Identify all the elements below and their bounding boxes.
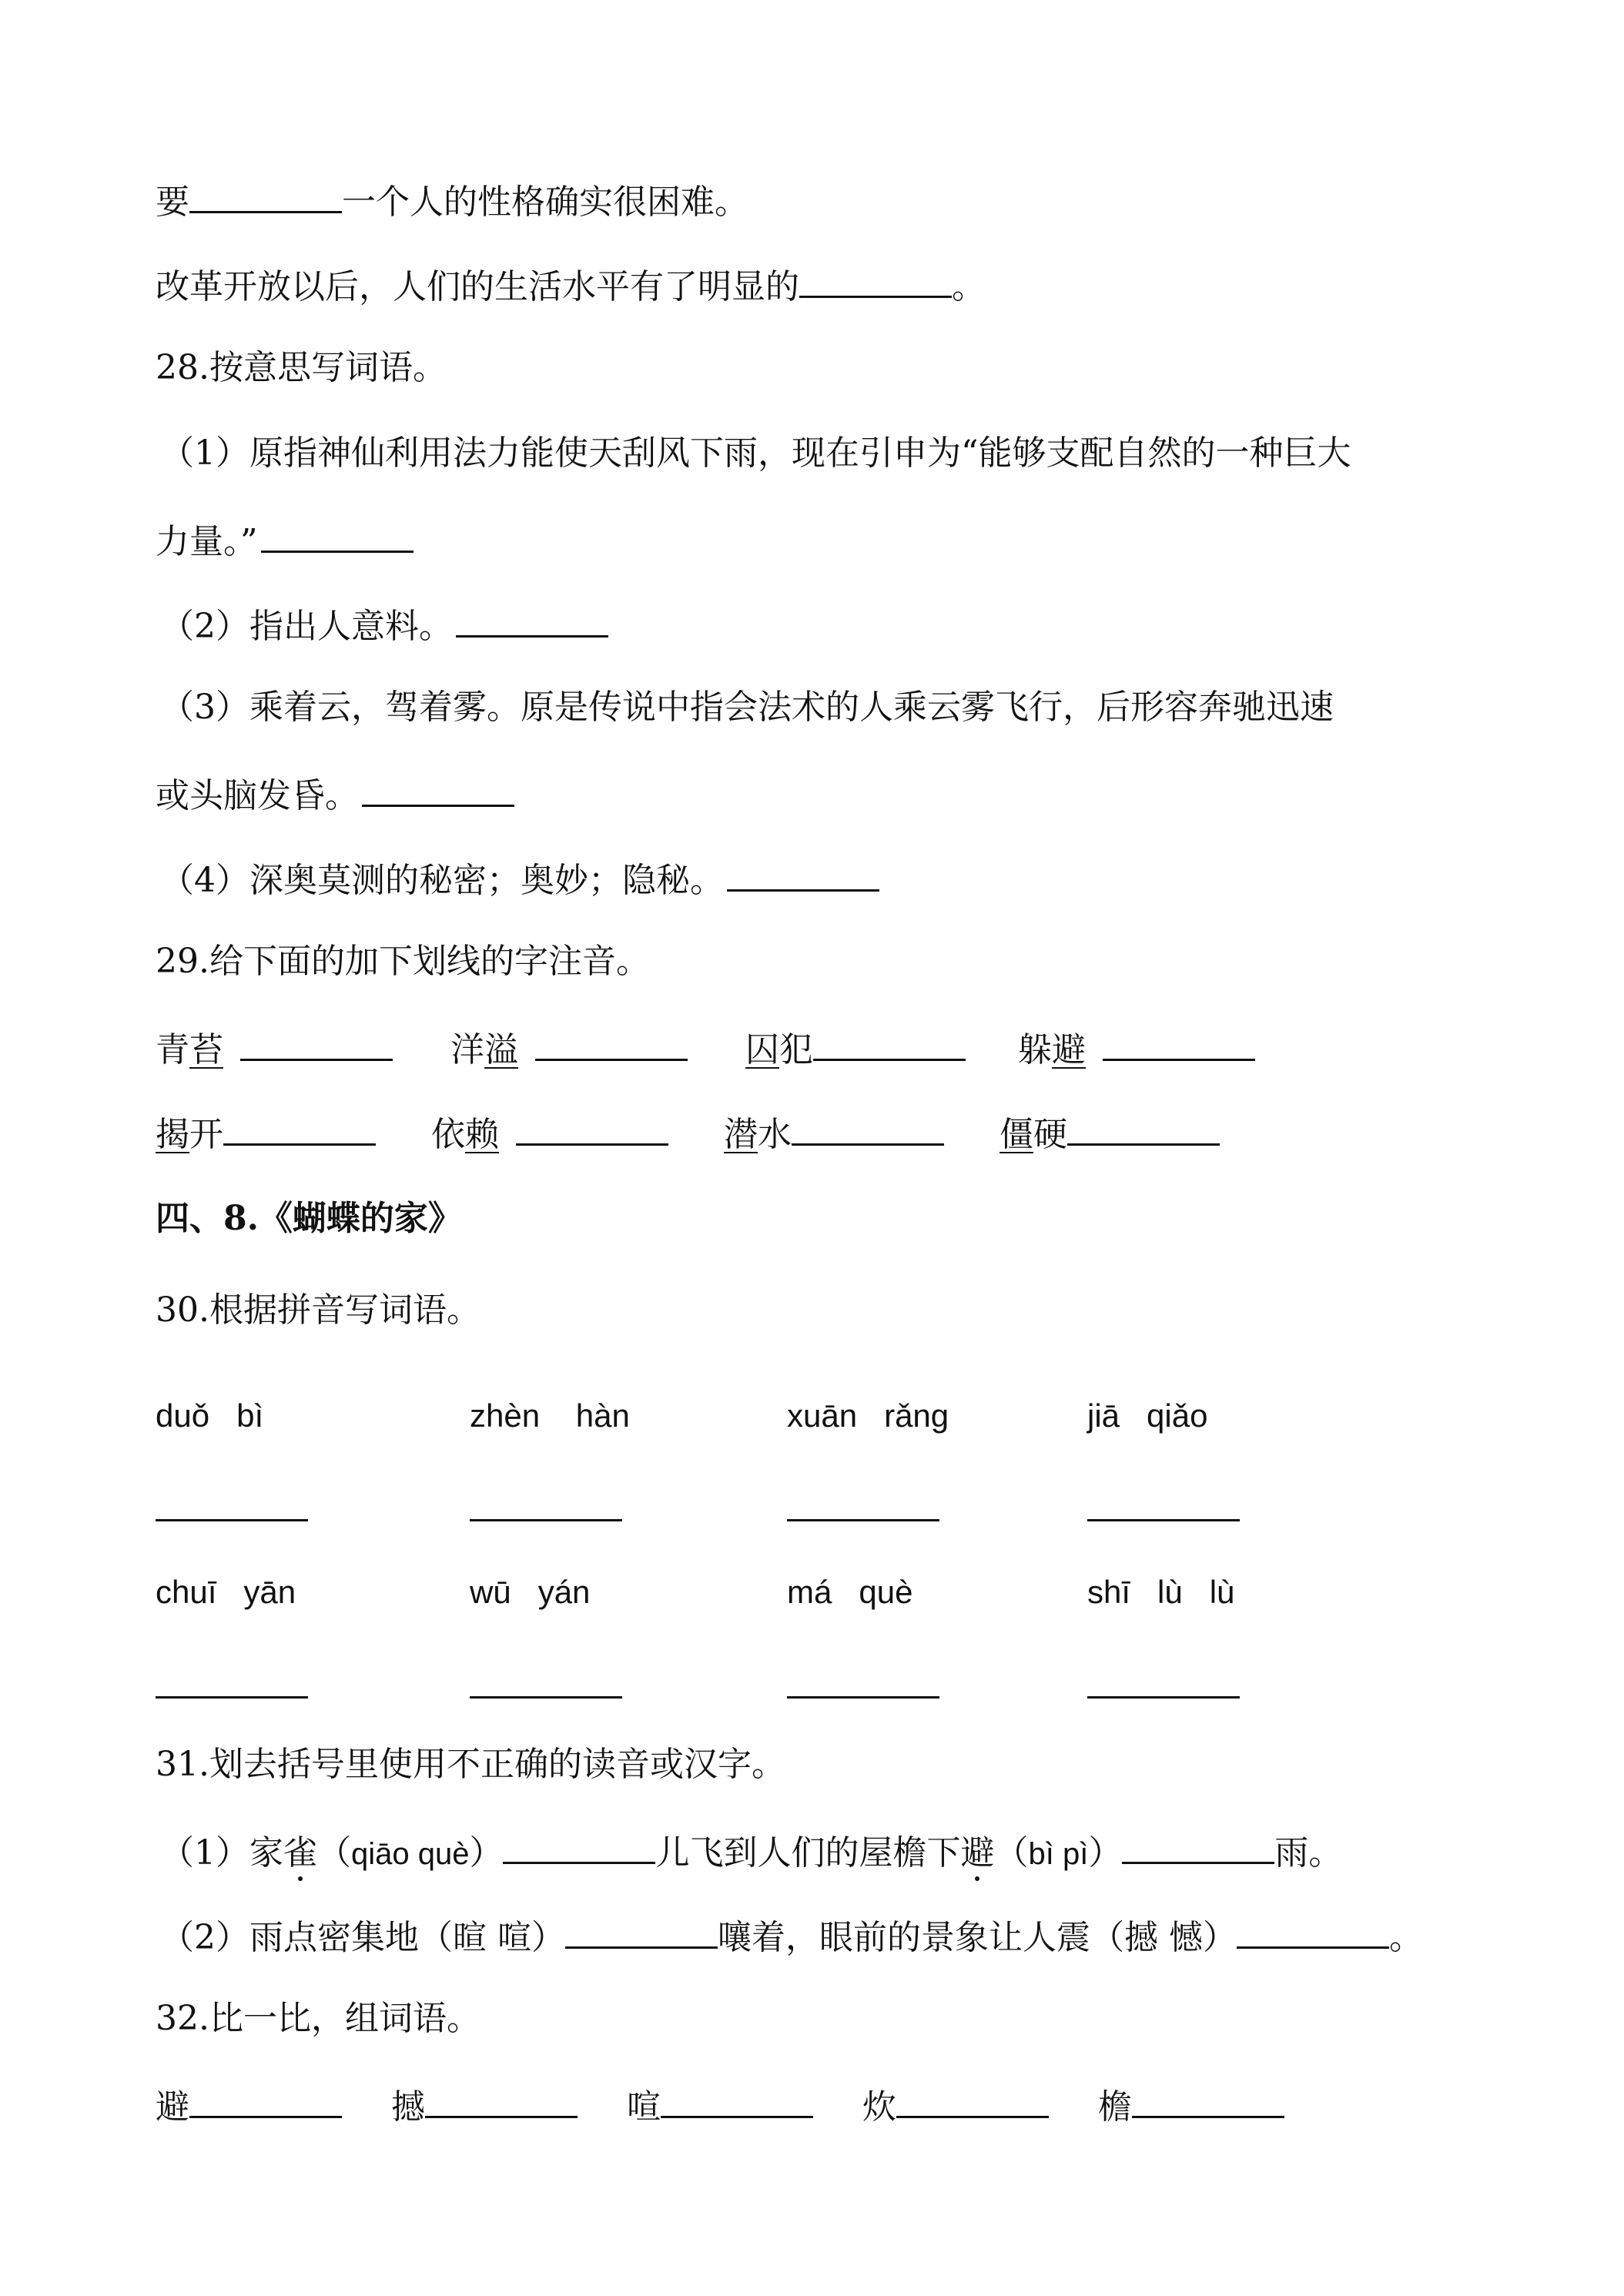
- compare-word-1: 避: [156, 2080, 342, 2130]
- q29-word-7: 潜水: [724, 1108, 944, 1158]
- pinyin-prompt: jiā qiǎo: [1087, 1397, 1208, 1434]
- answer-blank[interactable]: [813, 1023, 966, 1061]
- q29-word-1: 青苔: [156, 1023, 396, 1073]
- q29-word-5: 揭开: [156, 1108, 376, 1158]
- q29-word-3: 囚犯: [745, 1023, 966, 1073]
- answer-blank[interactable]: [1087, 1696, 1240, 1699]
- underlined-char: 赖: [465, 1115, 499, 1154]
- sentence-2-end: 。: [952, 267, 986, 306]
- question-28-item-1-line-2: [156, 515, 417, 565]
- answer-blank[interactable]: [362, 769, 514, 807]
- sentence-1-end: 一个人的性格确实很困难。: [342, 182, 748, 222]
- answer-blank[interactable]: [787, 1519, 939, 1521]
- question-31-item-1: （1）家雀（qiāo què） 儿飞到人们的屋檐下避（bì pì） 雨。: [160, 1826, 1342, 1877]
- answer-blank[interactable]: [456, 600, 608, 638]
- underlined-char: 苔: [189, 1030, 223, 1069]
- underlined-char: 囚: [745, 1030, 779, 1069]
- answer-blank[interactable]: [470, 1696, 622, 1699]
- sentence-line-1: [156, 176, 748, 226]
- pinyin-prompt: xuān rǎng: [787, 1397, 949, 1434]
- answer-blank[interactable]: [425, 2080, 578, 2118]
- underlined-char: 揭: [156, 1115, 189, 1154]
- pinyin-prompt: shī lù lù: [1087, 1574, 1235, 1610]
- answer-blank[interactable]: [156, 1519, 308, 1521]
- question-29-title: 29.给下面的加下划线的字注音。: [156, 942, 650, 981]
- answer-blank[interactable]: [1237, 1911, 1389, 1949]
- question-31-item-2: （2）雨点密集地（暄 喧） 嚷着，眼前的景象让人震（撼 憾） 。: [160, 1911, 1423, 1961]
- answer-blank[interactable]: [1067, 1108, 1220, 1146]
- underlined-char: 潜: [724, 1115, 758, 1154]
- question-28-item-2: [160, 600, 611, 650]
- answer-blank[interactable]: [799, 260, 952, 298]
- answer-blank[interactable]: [787, 1696, 939, 1699]
- answer-blank[interactable]: [535, 1023, 688, 1061]
- question-28-item-3-end: 或头脑发昏。: [156, 776, 359, 815]
- underlined-char: 僵: [1000, 1115, 1033, 1154]
- pinyin-prompt: wū yán: [470, 1574, 591, 1610]
- underlined-char: 溢: [484, 1030, 518, 1069]
- compare-word-2: 撼: [391, 2080, 578, 2130]
- pinyin-prompt: duǒ bì: [156, 1397, 264, 1434]
- answer-blank[interactable]: [1087, 1519, 1240, 1521]
- question-28-item-4-text: （4）深奥莫测的秘密；奥妙；隐秘。: [160, 861, 724, 900]
- q29-word-8: 僵硬: [1000, 1108, 1220, 1158]
- answer-blank[interactable]: [240, 1023, 393, 1061]
- dotted-char: 避: [960, 1830, 994, 1876]
- answer-blank[interactable]: [792, 1108, 944, 1146]
- question-28-item-2-text: （2）指出人意料。: [160, 607, 453, 646]
- answer-blank[interactable]: [189, 2080, 342, 2118]
- pinyin-prompt: zhèn hàn: [470, 1397, 630, 1434]
- compare-word-3: 喧: [627, 2080, 813, 2130]
- question-32-title: 32.比一比，组词语。: [156, 1999, 481, 2038]
- question-28-item-3-line-1: （3）乘着云，驾着雾。原是传说中指会法术的人乘云雾飞行，后形容奔驰迅速: [160, 688, 1334, 727]
- compare-word-4: 炊: [862, 2080, 1049, 2130]
- dotted-char: 雀: [283, 1830, 317, 1876]
- answer-blank[interactable]: [1132, 2080, 1284, 2118]
- answer-blank[interactable]: [565, 1911, 718, 1949]
- pinyin-prompt: má què: [787, 1574, 913, 1610]
- question-28-item-1-line-1: （1）原指神仙利用法力能使天刮风下雨，现在引申为“能够支配自然的一种巨大: [160, 433, 1351, 473]
- section-heading: 四、8.《蝴蝶的家》: [156, 1199, 462, 1238]
- sentence-1-start: 要: [156, 182, 189, 222]
- question-30-title: 30.根据拼音写词语。: [156, 1290, 481, 1330]
- q29-word-6: 依赖: [431, 1108, 671, 1158]
- question-28-item-3-line-2: [156, 769, 517, 819]
- answer-blank[interactable]: [261, 515, 414, 553]
- answer-blank[interactable]: [1122, 1826, 1274, 1864]
- q29-word-4: 躲避: [1018, 1023, 1258, 1073]
- sentence-2-start: 改革开放以后，人们的生活水平有了明显的: [156, 267, 799, 306]
- answer-blank[interactable]: [223, 1108, 376, 1146]
- pinyin-prompt: chuī yān: [156, 1574, 296, 1610]
- q29-word-2: 洋溢: [450, 1023, 691, 1073]
- underlined-char: 避: [1052, 1030, 1086, 1069]
- answer-blank[interactable]: [470, 1519, 622, 1521]
- question-31-title: 31.划去括号里使用不正确的读音或汉字。: [156, 1745, 785, 1784]
- answer-blank[interactable]: [727, 854, 879, 892]
- pinyin-choice: bì pì: [1028, 1837, 1089, 1871]
- answer-blank[interactable]: [516, 1108, 668, 1146]
- question-28-item-1-end: 力量。”: [156, 522, 258, 561]
- compare-word-5: 檐: [1098, 2080, 1284, 2130]
- sentence-line-2: [156, 260, 986, 310]
- answer-blank[interactable]: [156, 1696, 308, 1699]
- answer-blank[interactable]: [1103, 1023, 1255, 1061]
- pinyin-choice: qiāo què: [351, 1837, 470, 1871]
- answer-blank[interactable]: [503, 1826, 655, 1864]
- question-28-item-4: [160, 854, 882, 904]
- question-28-title: 28.按意思写词语。: [156, 348, 447, 387]
- answer-blank[interactable]: [896, 2080, 1049, 2118]
- answer-blank[interactable]: [189, 176, 342, 213]
- answer-blank[interactable]: [661, 2080, 813, 2118]
